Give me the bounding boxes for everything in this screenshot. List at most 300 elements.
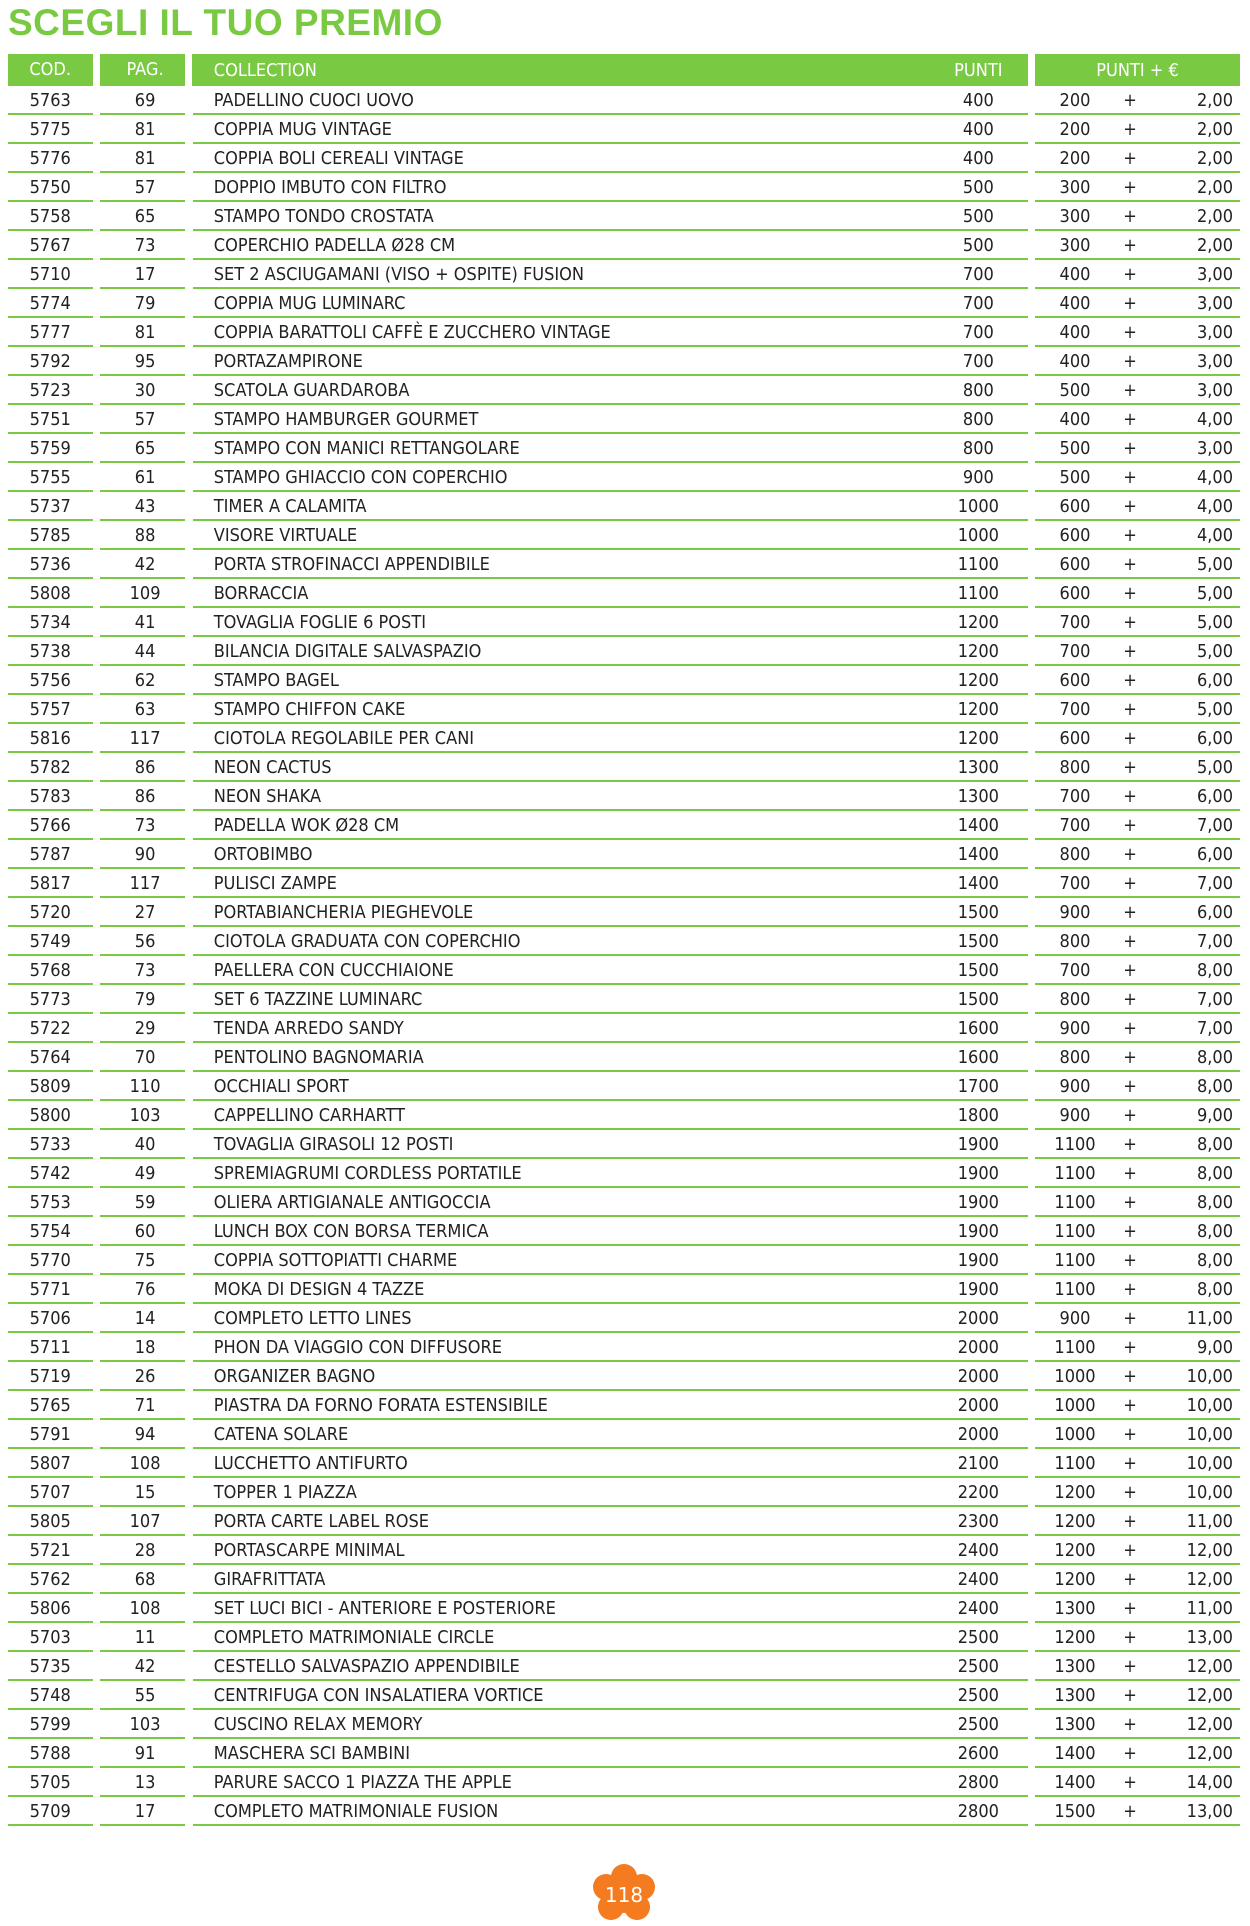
cell-punti: 2500	[957, 1714, 999, 1735]
table-row	[8, 550, 1028, 579]
table-row-punti-euro	[1035, 898, 1240, 927]
cell-pag: 14	[134, 1308, 156, 1329]
cell-euro: 3,00	[1196, 351, 1233, 372]
cell-punti-part: 600	[1059, 728, 1091, 749]
cell-plus: +	[1123, 1569, 1137, 1590]
cell-pag: 42	[134, 1656, 156, 1677]
cell-pag: 57	[134, 177, 156, 198]
cell-cod: 5785	[29, 525, 71, 546]
cell-punti-part: 300	[1059, 235, 1091, 256]
cell-cod: 5766	[29, 815, 71, 836]
cell-collection: STAMPO GHIACCIO CON COPERCHIO	[213, 467, 508, 488]
table-row	[8, 1130, 1028, 1159]
cell-plus: +	[1123, 206, 1137, 227]
cell-euro: 3,00	[1196, 322, 1233, 343]
cell-punti: 2000	[957, 1424, 999, 1445]
table-row	[8, 695, 1028, 724]
cell-punti-part: 700	[1059, 786, 1091, 807]
cell-punti-part: 1100	[1054, 1163, 1096, 1184]
cell-pag: 43	[134, 496, 156, 517]
cell-pag: 60	[134, 1221, 156, 1242]
table-row	[8, 666, 1028, 695]
table-row	[8, 1043, 1028, 1072]
cell-collection: OLIERA ARTIGIANALE ANTIGOCCIA	[213, 1192, 491, 1213]
table-row	[8, 1681, 1028, 1710]
cell-punti: 1200	[957, 612, 999, 633]
cell-punti-part: 1300	[1054, 1685, 1096, 1706]
cell-pag: 30	[134, 380, 156, 401]
cell-collection: COPPIA BOLI CEREALI VINTAGE	[213, 148, 464, 169]
cell-punti: 2000	[957, 1308, 999, 1329]
cell-plus: +	[1123, 1366, 1137, 1387]
cell-pag: 49	[134, 1163, 156, 1184]
table-row	[8, 1565, 1028, 1594]
cell-collection: PHON DA VIAGGIO CON DIFFUSORE	[213, 1337, 502, 1358]
cell-plus: +	[1123, 525, 1137, 546]
cell-plus: +	[1123, 1453, 1137, 1474]
cell-collection: STAMPO BAGEL	[213, 670, 339, 691]
cell-euro: 9,00	[1196, 1337, 1233, 1358]
cell-cod: 5754	[29, 1221, 71, 1242]
table-row-punti-euro	[1035, 492, 1240, 521]
cell-collection: CAPPELLINO CARHARTT	[213, 1105, 406, 1126]
cell-plus: +	[1123, 699, 1137, 720]
cell-punti: 800	[962, 438, 994, 459]
table-row-punti-euro	[1035, 1768, 1240, 1797]
table-row-punti-euro	[1035, 666, 1240, 695]
cell-pag: 108	[129, 1598, 161, 1619]
cell-collection: STAMPO TONDO CROSTATA	[213, 206, 434, 227]
table-row-punti-euro	[1035, 1536, 1240, 1565]
cell-euro: 8,00	[1196, 1192, 1233, 1213]
cell-pag: 56	[134, 931, 156, 952]
table-row	[8, 86, 1028, 115]
table-row-punti-euro	[1035, 1188, 1240, 1217]
cell-euro: 7,00	[1196, 989, 1233, 1010]
cell-pag: 86	[134, 757, 156, 778]
cell-euro: 3,00	[1196, 293, 1233, 314]
cell-punti: 1900	[957, 1163, 999, 1184]
table-row-punti-euro	[1035, 1275, 1240, 1304]
table-row-punti-euro	[1035, 985, 1240, 1014]
cell-cod: 5738	[29, 641, 71, 662]
cell-cod: 5750	[29, 177, 71, 198]
cell-plus: +	[1123, 1627, 1137, 1648]
cell-cod: 5800	[29, 1105, 71, 1126]
cell-punti-part: 200	[1059, 148, 1091, 169]
table-row	[8, 1652, 1028, 1681]
page-number-badge	[592, 1864, 656, 1926]
cell-plus: +	[1123, 1656, 1137, 1677]
cell-plus: +	[1123, 1192, 1137, 1213]
cell-collection: COMPLETO MATRIMONIALE CIRCLE	[213, 1627, 495, 1648]
table-row-punti-euro	[1035, 1739, 1240, 1768]
cell-punti-part: 1100	[1054, 1279, 1096, 1300]
cell-collection: PORTA CARTE LABEL ROSE	[213, 1511, 430, 1532]
cell-euro: 5,00	[1196, 612, 1233, 633]
table-row	[8, 318, 1028, 347]
cell-punti: 2500	[957, 1685, 999, 1706]
cell-punti: 2100	[957, 1453, 999, 1474]
table-row-punti-euro	[1035, 1565, 1240, 1594]
cell-plus: +	[1123, 757, 1137, 778]
cell-pag: 81	[134, 119, 156, 140]
table-row-punti-euro	[1035, 1130, 1240, 1159]
cell-cod: 5707	[29, 1482, 71, 1503]
cell-euro: 12,00	[1186, 1685, 1233, 1706]
cell-euro: 9,00	[1196, 1105, 1233, 1126]
cell-plus: +	[1123, 264, 1137, 285]
cell-plus: +	[1123, 496, 1137, 517]
cell-cod: 5757	[29, 699, 71, 720]
cell-pag: 40	[134, 1134, 156, 1155]
table-row	[8, 1536, 1028, 1565]
table-row-punti-euro	[1035, 1652, 1240, 1681]
table-row	[8, 1507, 1028, 1536]
cell-euro: 12,00	[1186, 1656, 1233, 1677]
table-row	[8, 1594, 1028, 1623]
cell-punti-part: 600	[1059, 670, 1091, 691]
cell-collection: SET LUCI BICI - ANTERIORE E POSTERIORE	[213, 1598, 556, 1619]
cell-euro: 13,00	[1186, 1627, 1233, 1648]
cell-plus: +	[1123, 931, 1137, 952]
table-row-punti-euro	[1035, 231, 1240, 260]
cell-collection: COPPIA MUG VINTAGE	[213, 119, 392, 140]
cell-collection: TOPPER 1 PIAZZA	[213, 1482, 357, 1503]
table-row-punti-euro	[1035, 376, 1240, 405]
cell-cod: 5710	[29, 264, 71, 285]
cell-pag: 59	[134, 1192, 156, 1213]
cell-cod: 5809	[29, 1076, 71, 1097]
cell-punti-part: 1100	[1054, 1134, 1096, 1155]
table-row-punti-euro	[1035, 1449, 1240, 1478]
cell-pag: 41	[134, 612, 156, 633]
cell-punti: 800	[962, 380, 994, 401]
cell-euro: 5,00	[1196, 757, 1233, 778]
cell-punti: 1400	[957, 815, 999, 836]
cell-collection: PORTA STROFINACCI APPENDIBILE	[213, 554, 490, 575]
cell-euro: 5,00	[1196, 699, 1233, 720]
cell-euro: 4,00	[1196, 409, 1233, 430]
table-header	[8, 54, 1028, 86]
cell-punti-part: 900	[1059, 1076, 1091, 1097]
cell-cod: 5763	[29, 90, 71, 111]
cell-collection: COPPIA SOTTOPIATTI CHARME	[213, 1250, 458, 1271]
table-row	[8, 985, 1028, 1014]
table-row-punti-euro	[1035, 695, 1240, 724]
cell-plus: +	[1123, 1598, 1137, 1619]
table-row	[8, 1072, 1028, 1101]
table-row	[8, 492, 1028, 521]
cell-collection: MOKA DI DESIGN 4 TAZZE	[213, 1279, 425, 1300]
cell-punti: 1900	[957, 1279, 999, 1300]
table-row-punti-euro	[1035, 1507, 1240, 1536]
table-row-punti-euro	[1035, 347, 1240, 376]
cell-cod: 5799	[29, 1714, 71, 1735]
cell-punti-part: 1100	[1054, 1221, 1096, 1242]
cell-punti-part: 300	[1059, 177, 1091, 198]
cell-punti-part: 400	[1059, 322, 1091, 343]
cell-collection: NEON SHAKA	[213, 786, 322, 807]
table-row-punti-euro	[1035, 1043, 1240, 1072]
cell-cod: 5792	[29, 351, 71, 372]
cell-euro: 8,00	[1196, 1279, 1233, 1300]
cell-plus: +	[1123, 612, 1137, 633]
cell-punti: 900	[962, 467, 994, 488]
cell-cod: 5762	[29, 1569, 71, 1590]
cell-cod: 5748	[29, 1685, 71, 1706]
cell-pag: 81	[134, 148, 156, 169]
cell-punti: 1800	[957, 1105, 999, 1126]
cell-collection: SET 6 TAZZINE LUMINARC	[213, 989, 423, 1010]
table-row-punti-euro	[1035, 1594, 1240, 1623]
table-row	[8, 1739, 1028, 1768]
table-row	[8, 405, 1028, 434]
cell-pag: 69	[134, 90, 156, 111]
cell-plus: +	[1123, 1540, 1137, 1561]
cell-punti-part: 500	[1059, 438, 1091, 459]
cell-cod: 5782	[29, 757, 71, 778]
table-row	[8, 376, 1028, 405]
cell-euro: 3,00	[1196, 438, 1233, 459]
cell-plus: +	[1123, 1076, 1137, 1097]
cell-cod: 5720	[29, 902, 71, 923]
table-row-punti-euro	[1035, 115, 1240, 144]
cell-punti: 1400	[957, 844, 999, 865]
cell-plus: +	[1123, 1395, 1137, 1416]
cell-punti: 2300	[957, 1511, 999, 1532]
cell-punti: 700	[962, 351, 994, 372]
cell-euro: 8,00	[1196, 1076, 1233, 1097]
cell-euro: 7,00	[1196, 873, 1233, 894]
cell-cod: 5736	[29, 554, 71, 575]
table-row	[8, 144, 1028, 173]
cell-collection: SET 2 ASCIUGAMANI (VISO + OSPITE) FUSION	[213, 264, 585, 285]
cell-cod: 5759	[29, 438, 71, 459]
cell-punti: 1400	[957, 873, 999, 894]
cell-euro: 10,00	[1186, 1366, 1233, 1387]
cell-pag: 91	[134, 1743, 156, 1764]
cell-cod: 5807	[29, 1453, 71, 1474]
table-row-punti-euro	[1035, 1304, 1240, 1333]
cell-cod: 5774	[29, 293, 71, 314]
cell-punti-part: 700	[1059, 960, 1091, 981]
cell-collection: STAMPO CHIFFON CAKE	[213, 699, 406, 720]
cell-collection: PENTOLINO BAGNOMARIA	[213, 1047, 424, 1068]
cell-punti-part: 900	[1059, 902, 1091, 923]
cell-punti-part: 1300	[1054, 1656, 1096, 1677]
table-row-punti-euro	[1035, 1246, 1240, 1275]
cell-collection: LUNCH BOX CON BORSA TERMICA	[213, 1221, 489, 1242]
cell-collection: TOVAGLIA FOGLIE 6 POSTI	[213, 612, 426, 633]
cell-cod: 5703	[29, 1627, 71, 1648]
cell-collection: STAMPO CON MANICI RETTANGOLARE	[213, 438, 520, 459]
cell-cod: 5733	[29, 1134, 71, 1155]
cell-punti-part: 1000	[1054, 1395, 1096, 1416]
table-row	[8, 1449, 1028, 1478]
cell-punti: 1200	[957, 670, 999, 691]
table-row	[8, 463, 1028, 492]
cell-euro: 2,00	[1196, 235, 1233, 256]
cell-punti-part: 800	[1059, 844, 1091, 865]
cell-euro: 2,00	[1196, 119, 1233, 140]
cell-pag: 108	[129, 1453, 161, 1474]
cell-punti-part: 1200	[1054, 1569, 1096, 1590]
cell-collection: SPREMIAGRUMI CORDLESS PORTATILE	[213, 1163, 522, 1184]
table-row-punti-euro	[1035, 724, 1240, 753]
cell-plus: +	[1123, 1714, 1137, 1735]
cell-collection: LUCCHETTO ANTIFURTO	[213, 1453, 408, 1474]
cell-euro: 12,00	[1186, 1540, 1233, 1561]
table-row-punti-euro	[1035, 1420, 1240, 1449]
table-row-punti-euro	[1035, 1362, 1240, 1391]
cell-plus: +	[1123, 177, 1137, 198]
cell-plus: +	[1123, 1685, 1137, 1706]
table-row	[8, 115, 1028, 144]
cell-pag: 62	[134, 670, 156, 691]
cell-punti: 1200	[957, 699, 999, 720]
cell-euro: 4,00	[1196, 525, 1233, 546]
cell-collection: CUSCINO RELAX MEMORY	[213, 1714, 423, 1735]
cell-pag: 17	[134, 264, 156, 285]
cell-cod: 5777	[29, 322, 71, 343]
cell-punti-part: 1000	[1054, 1424, 1096, 1445]
table-row	[8, 173, 1028, 202]
cell-punti: 1300	[957, 757, 999, 778]
table-row-punti-euro	[1035, 1333, 1240, 1362]
cell-punti-part: 700	[1059, 641, 1091, 662]
cell-punti: 500	[962, 177, 994, 198]
cell-cod: 5755	[29, 467, 71, 488]
table-row	[8, 956, 1028, 985]
cell-plus: +	[1123, 119, 1137, 140]
cell-plus: +	[1123, 380, 1137, 401]
table-row-punti-euro	[1035, 1217, 1240, 1246]
cell-cod: 5722	[29, 1018, 71, 1039]
cell-punti: 2400	[957, 1540, 999, 1561]
cell-cod: 5771	[29, 1279, 71, 1300]
cell-punti: 1300	[957, 786, 999, 807]
cell-punti-part: 400	[1059, 264, 1091, 285]
cell-cod: 5711	[29, 1337, 71, 1358]
cell-punti: 1900	[957, 1134, 999, 1155]
cell-euro: 12,00	[1186, 1569, 1233, 1590]
cell-pag: 86	[134, 786, 156, 807]
table-row-punti-euro	[1035, 869, 1240, 898]
cell-collection: COMPLETO MATRIMONIALE FUSION	[213, 1801, 499, 1822]
table-row-punti-euro	[1035, 1710, 1240, 1739]
cell-punti: 1500	[957, 902, 999, 923]
cell-pag: 42	[134, 554, 156, 575]
table-row-punti-euro	[1035, 86, 1240, 115]
cell-punti-part: 800	[1059, 757, 1091, 778]
cell-cod: 5758	[29, 206, 71, 227]
cell-collection: BORRACCIA	[213, 583, 309, 604]
cell-collection: PADELLA WOK Ø28 CM	[213, 815, 400, 836]
cell-pag: 55	[134, 1685, 156, 1706]
table-row-punti-euro	[1035, 144, 1240, 173]
cell-collection: PORTAZAMPIRONE	[213, 351, 363, 372]
cell-plus: +	[1123, 148, 1137, 169]
cell-punti-part: 700	[1059, 815, 1091, 836]
cell-cod: 5764	[29, 1047, 71, 1068]
table-row	[8, 1014, 1028, 1043]
header-punti-euro: PUNTI + €	[1096, 59, 1179, 81]
cell-punti-part: 900	[1059, 1018, 1091, 1039]
table-row-punti-euro	[1035, 1072, 1240, 1101]
cell-punti-part: 600	[1059, 496, 1091, 517]
cell-pag: 117	[129, 873, 161, 894]
cell-punti-part: 1400	[1054, 1772, 1096, 1793]
cell-collection: ORGANIZER BAGNO	[213, 1366, 376, 1387]
cell-punti: 2800	[957, 1801, 999, 1822]
cell-cod: 5806	[29, 1598, 71, 1619]
cell-cod: 5775	[29, 119, 71, 140]
cell-punti: 500	[962, 206, 994, 227]
cell-cod: 5705	[29, 1772, 71, 1793]
cell-euro: 12,00	[1186, 1714, 1233, 1735]
cell-euro: 8,00	[1196, 1250, 1233, 1271]
cell-punti: 700	[962, 322, 994, 343]
cell-cod: 5765	[29, 1395, 71, 1416]
cell-cod: 5791	[29, 1424, 71, 1445]
cell-pag: 13	[134, 1772, 156, 1793]
cell-euro: 2,00	[1196, 177, 1233, 198]
header-collection: COLLECTION	[213, 59, 317, 81]
cell-cod: 5767	[29, 235, 71, 256]
cell-plus: +	[1123, 1308, 1137, 1329]
cell-collection: COMPLETO LETTO LINES	[213, 1308, 412, 1329]
cell-pag: 81	[134, 322, 156, 343]
cell-collection: OCCHIALI SPORT	[213, 1076, 349, 1097]
table-row	[8, 898, 1028, 927]
cell-punti: 1100	[957, 583, 999, 604]
cell-punti-part: 1200	[1054, 1511, 1096, 1532]
cell-punti: 1600	[957, 1047, 999, 1068]
cell-punti-part: 800	[1059, 989, 1091, 1010]
cell-cod: 5756	[29, 670, 71, 691]
table-row-punti-euro	[1035, 753, 1240, 782]
cell-punti: 1700	[957, 1076, 999, 1097]
cell-punti-part: 200	[1059, 119, 1091, 140]
table-row	[8, 608, 1028, 637]
cell-plus: +	[1123, 1221, 1137, 1242]
cell-punti-part: 1100	[1054, 1337, 1096, 1358]
cell-punti: 1600	[957, 1018, 999, 1039]
cell-plus: +	[1123, 1105, 1137, 1126]
cell-punti: 2500	[957, 1656, 999, 1677]
cell-punti: 1100	[957, 554, 999, 575]
rewards-table-main	[8, 54, 1028, 1826]
cell-cod: 5783	[29, 786, 71, 807]
table-row-punti-euro	[1035, 1159, 1240, 1188]
cell-collection: VISORE VIRTUALE	[213, 525, 358, 546]
cell-plus: +	[1123, 1743, 1137, 1764]
cell-punti-part: 400	[1059, 293, 1091, 314]
cell-euro: 11,00	[1186, 1598, 1233, 1619]
table-row-punti-euro	[1035, 173, 1240, 202]
cell-punti-part: 600	[1059, 525, 1091, 546]
cell-collection: CENTRIFUGA CON INSALATIERA VORTICE	[213, 1685, 544, 1706]
cell-collection: PIASTRA DA FORNO FORATA ESTENSIBILE	[213, 1395, 548, 1416]
cell-punti: 2400	[957, 1598, 999, 1619]
cell-punti-part: 1100	[1054, 1192, 1096, 1213]
cell-pag: 103	[129, 1105, 161, 1126]
table-row	[8, 289, 1028, 318]
cell-plus: +	[1123, 1018, 1137, 1039]
cell-punti: 2000	[957, 1366, 999, 1387]
cell-plus: +	[1123, 554, 1137, 575]
